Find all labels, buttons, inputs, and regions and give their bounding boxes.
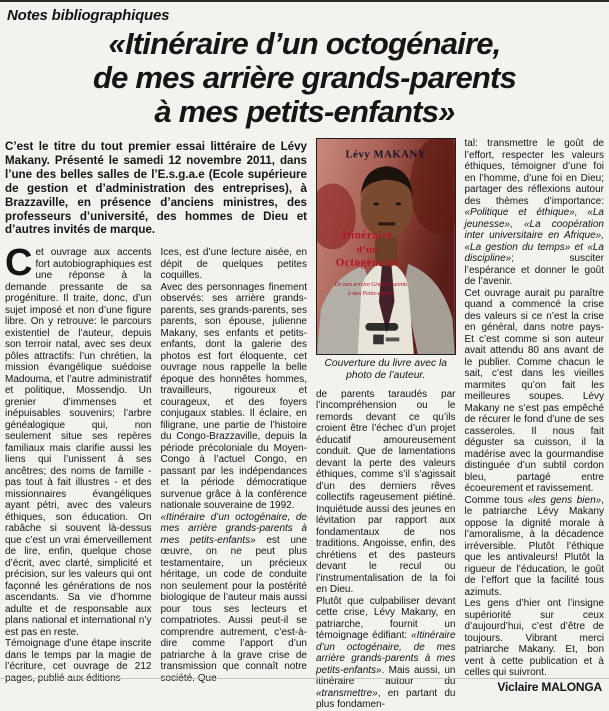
article-title-line-2: de mes arrière grands-parents	[92, 60, 517, 95]
book-cover-figure	[316, 138, 456, 382]
photo-caption: Couverture du livre avec la photo de l’auteur.	[324, 357, 447, 381]
paragraph	[161, 512, 308, 685]
right-column-group	[316, 138, 604, 711]
paragraph: Les gens d’hier ont l’insigne supériorité sur ceux d’aujourd’hui, c’est d’être de toujours. Vibrant merci patriarche Makany. Et, bon vent à cette publication et à celles qui suivront.	[464, 598, 604, 678]
paragraph-text: tal: transmettre le goût de l’effort, respecter les valeurs éthiques, témoigner d’une foi en l’homme, d’une foi en Dieu; partager des réflexions autour des thèmes d’importance:	[464, 138, 604, 207]
text-column-3	[316, 138, 456, 711]
cover-title-line-1: Itinéraire	[342, 229, 393, 242]
book-cover-photo	[316, 138, 456, 355]
theme-titles-quote: «Politique et éthique», «La jeunesse», «La coopération inter universitaire en Afrique», «La gestion du temps» et «La discipline»	[464, 207, 604, 264]
cover-title-line-3: Octogénaire	[335, 256, 399, 269]
paragraph-text: . Mais aussi, un itinéraire autour du	[316, 664, 456, 688]
left-column-group	[5, 138, 307, 711]
eye-left	[373, 202, 379, 205]
paragraph-text: est une œuvre, on ne peut plus testamentaire, un précieux héritage, un code de conduite non seulement pour la postérité biologique de l’auteur mais aussi pour tous ses lecteurs et compatriotes. Aussi peut-il se comprendre autrement, c’est-à-dire comme l’apport d’un patriarche à la grave crise de transmission que connaît notre société. Que	[160, 534, 307, 684]
paragraph: Avec des personnages finement observés: ses arrière grands-parents, ses grands-parents, ses parents, son épouse, julienne Makany, ses enfants et petits-enfants, dont la galerie des photos est fort éloquente, cet ouvrage nous rappelle la belle époque des honnêtes hommes, travailleurs, rigoureux et courageux, et des foyers conjugaux stables. Il éclaire, en filigrane, une partie de l’histoire du Congo-Brazzaville, depuis la période précoloniale du Moyen-Congo à l’actuel Congo, en passant par les indépendances et la période démocratique survenue grâce à la conférence nationale souveraine de 1992.	[160, 281, 307, 512]
paragraph	[316, 596, 456, 711]
text-column-1	[5, 242, 152, 684]
paragraph-text: , en partant du plus fondamen-	[316, 687, 456, 711]
article-title-line-3: à mes petits-enfants»	[154, 94, 455, 129]
book-title-quote: «Itinéraire d’un octogénaire, de mes arrière grands-parents à mes petits-enfants»	[160, 511, 307, 546]
cover-title-line-2: d’un	[356, 244, 379, 256]
paragraph-text: Comme tous	[464, 494, 528, 506]
paragraph	[465, 495, 605, 599]
article-body	[5, 138, 604, 711]
paragraph: de parents taraudés par l’incompréhension ou le remords devant ce qu’ils croient être l’échec d’un projet éducatif amoureusement conduit. Que de lamentations devant la perte des valeurs éthiques, comme s’il s’agissait d’un des derniers rêves collectifs rageusement piétiné. Inquiétude aussi des jeunes en lévitation par rapport aux fondamentaux de nos traditions. Angoisse, enfin, des chrétiens et des pasteurs devant le recul ou l’instrumentalisation de la foi en Dieu.	[316, 388, 456, 596]
paragraph-text: Plutôt que culpabiliser devant cette crise, Lévy Makany, en patriarche, fournit un témoignage édifiant:	[316, 595, 456, 642]
paragraph-text: ; susciter l’espérance et donner le goût de l’avenir.	[464, 253, 604, 287]
paragraph	[5, 242, 152, 638]
quoted-word: «transmettre»	[316, 687, 378, 699]
paragraph	[465, 138, 605, 288]
drop-cap: C	[5, 242, 33, 285]
text-column-4	[465, 138, 605, 711]
lead-paragraph: C’est le titre du tout premier essai littéraire de Lévy Makany. Présenté le samedi 12 novembre 2011, dans l’une des belles salles de l’E.s.g.a.e (Ecole supérieure de gestion et d’administration des entreprises), à Brazzaville, en présence d’anciens ministres, des professeurs d’université, des hommes de Dieu et d’autres invités de marque.	[5, 140, 307, 237]
cover-subtitle-line-1: De mes arrière Grands-parents	[334, 282, 408, 289]
cover-author-name: Lévy MAKANY	[345, 149, 427, 161]
article-title	[5, 27, 604, 129]
paragraph: Cet ouvrage aurait pu paraître quand a commencé la crise des valeurs si ce n’est la crise en général, dans notre pays- Et c’est comme si son auteur avait attendu 80 ans avant de le publier. Comme chacun le sait, c’est dans les vieilles marmites qu’on fait les meilleures soupes. Lévy Makany ne s’est pas empêché de récurer le fond d’une de ses casseroles. Il nous fait déguster sa cuisson, il la madérise avec la gourmandise distinguée d’un subtil cordon bleu, partagé entre écoeurement et ravissement.	[464, 287, 604, 494]
paragraph-text: et ouvrage aux accents fort autobiographiques est une réponse à la demande pressante de sa progéniture. Il traite, donc, d’un sujet imposé et non d’une figure libre. On y retrouve: le parcours existentiel de l’auteur, depuis son terroir natal, avec ses deux pôles attractifs: l’un chrétien, la mission évangélique suédoise Madouma, et l’autre administratif et politique, Mossendjo. Un grenier d’immenses et inépuisables souvenirs; l’arbre généalogique qui, non seulement situe ses repères familiaux mais clarifie aussi les liens qui l’unissent à ses ancêtres; des noms de famille - pas tout à fait illustres - et des missionnaires évangéliques ayant pétri, avec des valeurs éthiques, son éducation. On rabâche si souvent là-dessus que c’est un vrai émerveillement de lire, enfin, quelque chose d’écrit, avec clarté, simplicité et précision, sur les valeurs qui ont façonné les générations de nos ascendants. Sa vie d’homme adulte et de responsable aux plans national et international n’y est pas en reste.	[5, 247, 152, 638]
book-title-quote: «Itinéraire d’un octogénaire, de mes arrière grands-parents à mes petits-enfants»	[316, 630, 456, 676]
cover-subtitle-line-2: à mes Petits-enfants	[347, 290, 395, 297]
moustache	[378, 222, 395, 225]
quoted-phrase: «les gens bien»	[527, 494, 602, 506]
section-kicker: Notes bibliographiques	[7, 7, 170, 24]
paragraph-text: , le patriarche Lévy Makany oppose la dignité morale à l’amoralisme, à la décadence irréversible. Plutôt l’éthique que les antivaleurs! Plutôt la rigueur de l’éducation, le goût de l’effort que la facilité tous azimuts.	[464, 494, 604, 598]
paragraph: Témoignage d’une étape inscrite dans le temps par la magie de l’écriture, cet ouvrage de 212 pages, publié aux éditions	[5, 638, 152, 684]
author-byline: Viclaire MALONGA	[497, 679, 602, 694]
paragraph: Ices, est d’une lecture aisée, en dépit de quelques petites coquilles.	[160, 247, 307, 282]
eye-right	[395, 202, 401, 205]
columns-1-2	[5, 242, 307, 684]
text-column-2	[161, 247, 308, 684]
article-title-line-1: «Itinéraire d’un octogénaire,	[108, 26, 501, 61]
